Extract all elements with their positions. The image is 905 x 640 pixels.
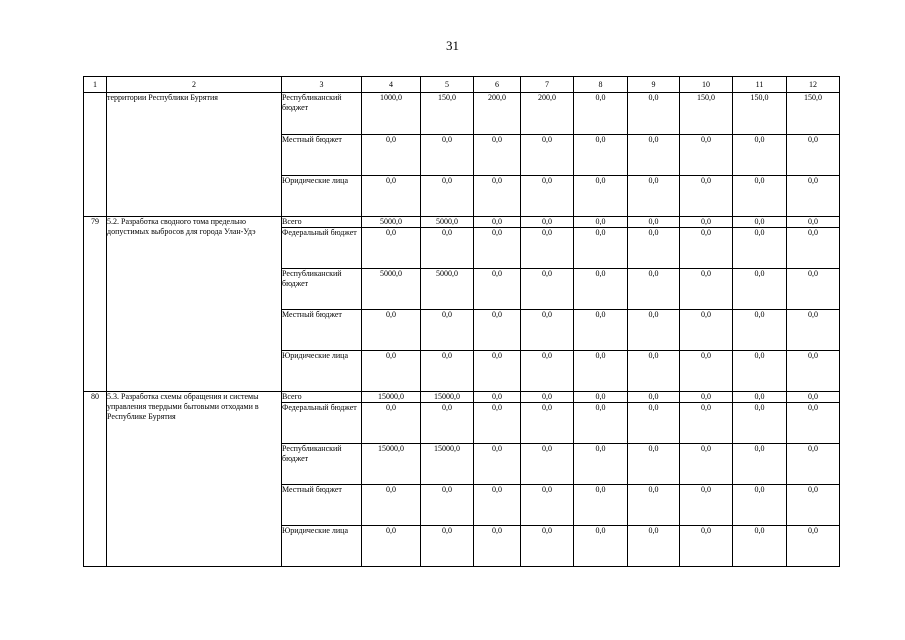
column-header: 4: [362, 77, 421, 93]
funding-source: Федеральный бюджет: [282, 403, 362, 444]
amount-cell: 0,0: [733, 403, 787, 444]
table-row: [84, 93, 840, 135]
amount-cell: 0,0: [628, 392, 680, 403]
amount-cell: 0,0: [628, 135, 680, 176]
amount-cell: 0,0: [733, 526, 787, 567]
amount-cell: 0,0: [680, 526, 733, 567]
activity-description: 5.3. Разработка схемы обращения и системы управления твердыми бытовыми отходами в Республике Бурятия: [107, 392, 282, 567]
amount-cell: 0,0: [574, 228, 628, 269]
amount-cell: 150,0: [680, 93, 733, 135]
amount-cell: 0,0: [574, 485, 628, 526]
amount-cell: 0,0: [787, 403, 840, 444]
amount-cell: 0,0: [680, 310, 733, 351]
amount-cell: 0,0: [574, 392, 628, 403]
amount-cell: 0,0: [628, 403, 680, 444]
amount-cell: 0,0: [574, 217, 628, 228]
funding-source: Всего: [282, 217, 362, 228]
amount-cell: 0,0: [574, 93, 628, 135]
page-number: 31: [446, 38, 459, 53]
amount-cell: 0,0: [680, 228, 733, 269]
amount-cell: 0,0: [362, 176, 421, 217]
amount-cell: 150,0: [421, 93, 474, 135]
amount-cell: 0,0: [362, 351, 421, 392]
amount-cell: 0,0: [628, 485, 680, 526]
amount-cell: 150,0: [733, 93, 787, 135]
amount-cell: 0,0: [680, 444, 733, 485]
amount-cell: 0,0: [362, 526, 421, 567]
amount-cell: 0,0: [362, 310, 421, 351]
amount-cell: 0,0: [680, 392, 733, 403]
amount-cell: 0,0: [421, 310, 474, 351]
column-header: 5: [421, 77, 474, 93]
amount-cell: 0,0: [574, 444, 628, 485]
amount-cell: 0,0: [574, 269, 628, 310]
column-header: 11: [733, 77, 787, 93]
funding-source: Местный бюджет: [282, 485, 362, 526]
amount-cell: 0,0: [733, 310, 787, 351]
amount-cell: 0,0: [521, 403, 574, 444]
amount-cell: 0,0: [474, 392, 521, 403]
funding-source: Республиканский бюджет: [282, 93, 362, 135]
column-header: 2: [107, 77, 282, 93]
amount-cell: 0,0: [628, 444, 680, 485]
amount-cell: 0,0: [574, 526, 628, 567]
amount-cell: 200,0: [474, 93, 521, 135]
amount-cell: 0,0: [733, 135, 787, 176]
row-number: 80: [84, 392, 107, 567]
amount-cell: 200,0: [521, 93, 574, 135]
amount-cell: 15000,0: [362, 392, 421, 403]
amount-cell: 0,0: [474, 403, 521, 444]
activity-description: 5.2. Разработка сводного тома предельно допустимых выбросов для города Улан-Удэ: [107, 217, 282, 392]
column-number-row: [84, 77, 840, 93]
funding-source: Юридические лица: [282, 526, 362, 567]
amount-cell: 0,0: [680, 217, 733, 228]
amount-cell: 0,0: [787, 135, 840, 176]
amount-cell: 0,0: [521, 269, 574, 310]
amount-cell: 0,0: [421, 176, 474, 217]
amount-cell: 0,0: [574, 351, 628, 392]
amount-cell: 0,0: [733, 228, 787, 269]
amount-cell: 0,0: [474, 485, 521, 526]
amount-cell: 0,0: [521, 392, 574, 403]
funding-source: Местный бюджет: [282, 310, 362, 351]
column-header: 9: [628, 77, 680, 93]
funding-source: Юридические лица: [282, 176, 362, 217]
amount-cell: 0,0: [733, 444, 787, 485]
column-header: 3: [282, 77, 362, 93]
funding-source: Местный бюджет: [282, 135, 362, 176]
amount-cell: 0,0: [521, 485, 574, 526]
amount-cell: 0,0: [474, 228, 521, 269]
amount-cell: 15000,0: [421, 444, 474, 485]
budget-table: [83, 76, 840, 567]
amount-cell: 0,0: [787, 351, 840, 392]
amount-cell: 0,0: [628, 310, 680, 351]
column-header: 8: [574, 77, 628, 93]
column-header: 1: [84, 77, 107, 93]
activity-description: территории Республики Бурятия: [107, 93, 282, 217]
amount-cell: 0,0: [680, 269, 733, 310]
table-row: [84, 392, 840, 403]
amount-cell: 0,0: [628, 269, 680, 310]
amount-cell: 0,0: [733, 485, 787, 526]
amount-cell: 0,0: [628, 93, 680, 135]
amount-cell: 0,0: [421, 485, 474, 526]
amount-cell: 0,0: [787, 392, 840, 403]
row-number: 79: [84, 217, 107, 392]
amount-cell: 0,0: [421, 228, 474, 269]
amount-cell: 0,0: [574, 135, 628, 176]
amount-cell: 0,0: [787, 217, 840, 228]
amount-cell: 0,0: [787, 228, 840, 269]
amount-cell: 0,0: [628, 176, 680, 217]
column-header: 7: [521, 77, 574, 93]
amount-cell: 0,0: [362, 135, 421, 176]
row-number: [84, 93, 107, 217]
amount-cell: 0,0: [680, 135, 733, 176]
funding-source: Федеральный бюджет: [282, 228, 362, 269]
amount-cell: 0,0: [362, 403, 421, 444]
amount-cell: 0,0: [628, 351, 680, 392]
amount-cell: 0,0: [787, 176, 840, 217]
amount-cell: 0,0: [474, 444, 521, 485]
amount-cell: 0,0: [628, 526, 680, 567]
amount-cell: 0,0: [474, 269, 521, 310]
funding-source: Юридические лица: [282, 351, 362, 392]
amount-cell: 0,0: [421, 351, 474, 392]
amount-cell: 0,0: [733, 217, 787, 228]
amount-cell: 0,0: [787, 485, 840, 526]
amount-cell: 15000,0: [362, 444, 421, 485]
amount-cell: 0,0: [474, 351, 521, 392]
amount-cell: 0,0: [574, 176, 628, 217]
amount-cell: 0,0: [521, 526, 574, 567]
column-header: 6: [474, 77, 521, 93]
amount-cell: 0,0: [521, 351, 574, 392]
amount-cell: 0,0: [521, 310, 574, 351]
amount-cell: 0,0: [521, 444, 574, 485]
amount-cell: 5000,0: [362, 269, 421, 310]
amount-cell: 0,0: [787, 269, 840, 310]
amount-cell: 0,0: [680, 403, 733, 444]
amount-cell: 0,0: [680, 176, 733, 217]
amount-cell: 0,0: [521, 135, 574, 176]
amount-cell: 0,0: [521, 228, 574, 269]
amount-cell: 0,0: [421, 403, 474, 444]
amount-cell: 0,0: [421, 526, 474, 567]
amount-cell: 0,0: [362, 485, 421, 526]
amount-cell: 0,0: [474, 526, 521, 567]
amount-cell: 0,0: [421, 135, 474, 176]
amount-cell: 0,0: [474, 135, 521, 176]
amount-cell: 0,0: [628, 217, 680, 228]
amount-cell: 0,0: [733, 269, 787, 310]
amount-cell: 0,0: [574, 310, 628, 351]
funding-source: Республиканский бюджет: [282, 269, 362, 310]
amount-cell: 0,0: [362, 228, 421, 269]
amount-cell: 0,0: [474, 176, 521, 217]
amount-cell: 0,0: [733, 176, 787, 217]
amount-cell: 5000,0: [362, 217, 421, 228]
table-row: [84, 217, 840, 228]
amount-cell: 150,0: [787, 93, 840, 135]
amount-cell: 0,0: [521, 176, 574, 217]
amount-cell: 15000,0: [421, 392, 474, 403]
funding-source: Всего: [282, 392, 362, 403]
amount-cell: 0,0: [474, 310, 521, 351]
amount-cell: 1000,0: [362, 93, 421, 135]
amount-cell: 0,0: [680, 485, 733, 526]
amount-cell: 0,0: [628, 228, 680, 269]
amount-cell: 0,0: [680, 351, 733, 392]
amount-cell: 0,0: [574, 403, 628, 444]
funding-source: Республиканский бюджет: [282, 444, 362, 485]
column-header: 12: [787, 77, 840, 93]
amount-cell: 0,0: [733, 392, 787, 403]
column-header: 10: [680, 77, 733, 93]
amount-cell: 0,0: [733, 351, 787, 392]
amount-cell: 0,0: [787, 444, 840, 485]
amount-cell: 5000,0: [421, 217, 474, 228]
amount-cell: 5000,0: [421, 269, 474, 310]
amount-cell: 0,0: [521, 217, 574, 228]
amount-cell: 0,0: [787, 526, 840, 567]
amount-cell: 0,0: [474, 217, 521, 228]
amount-cell: 0,0: [787, 310, 840, 351]
